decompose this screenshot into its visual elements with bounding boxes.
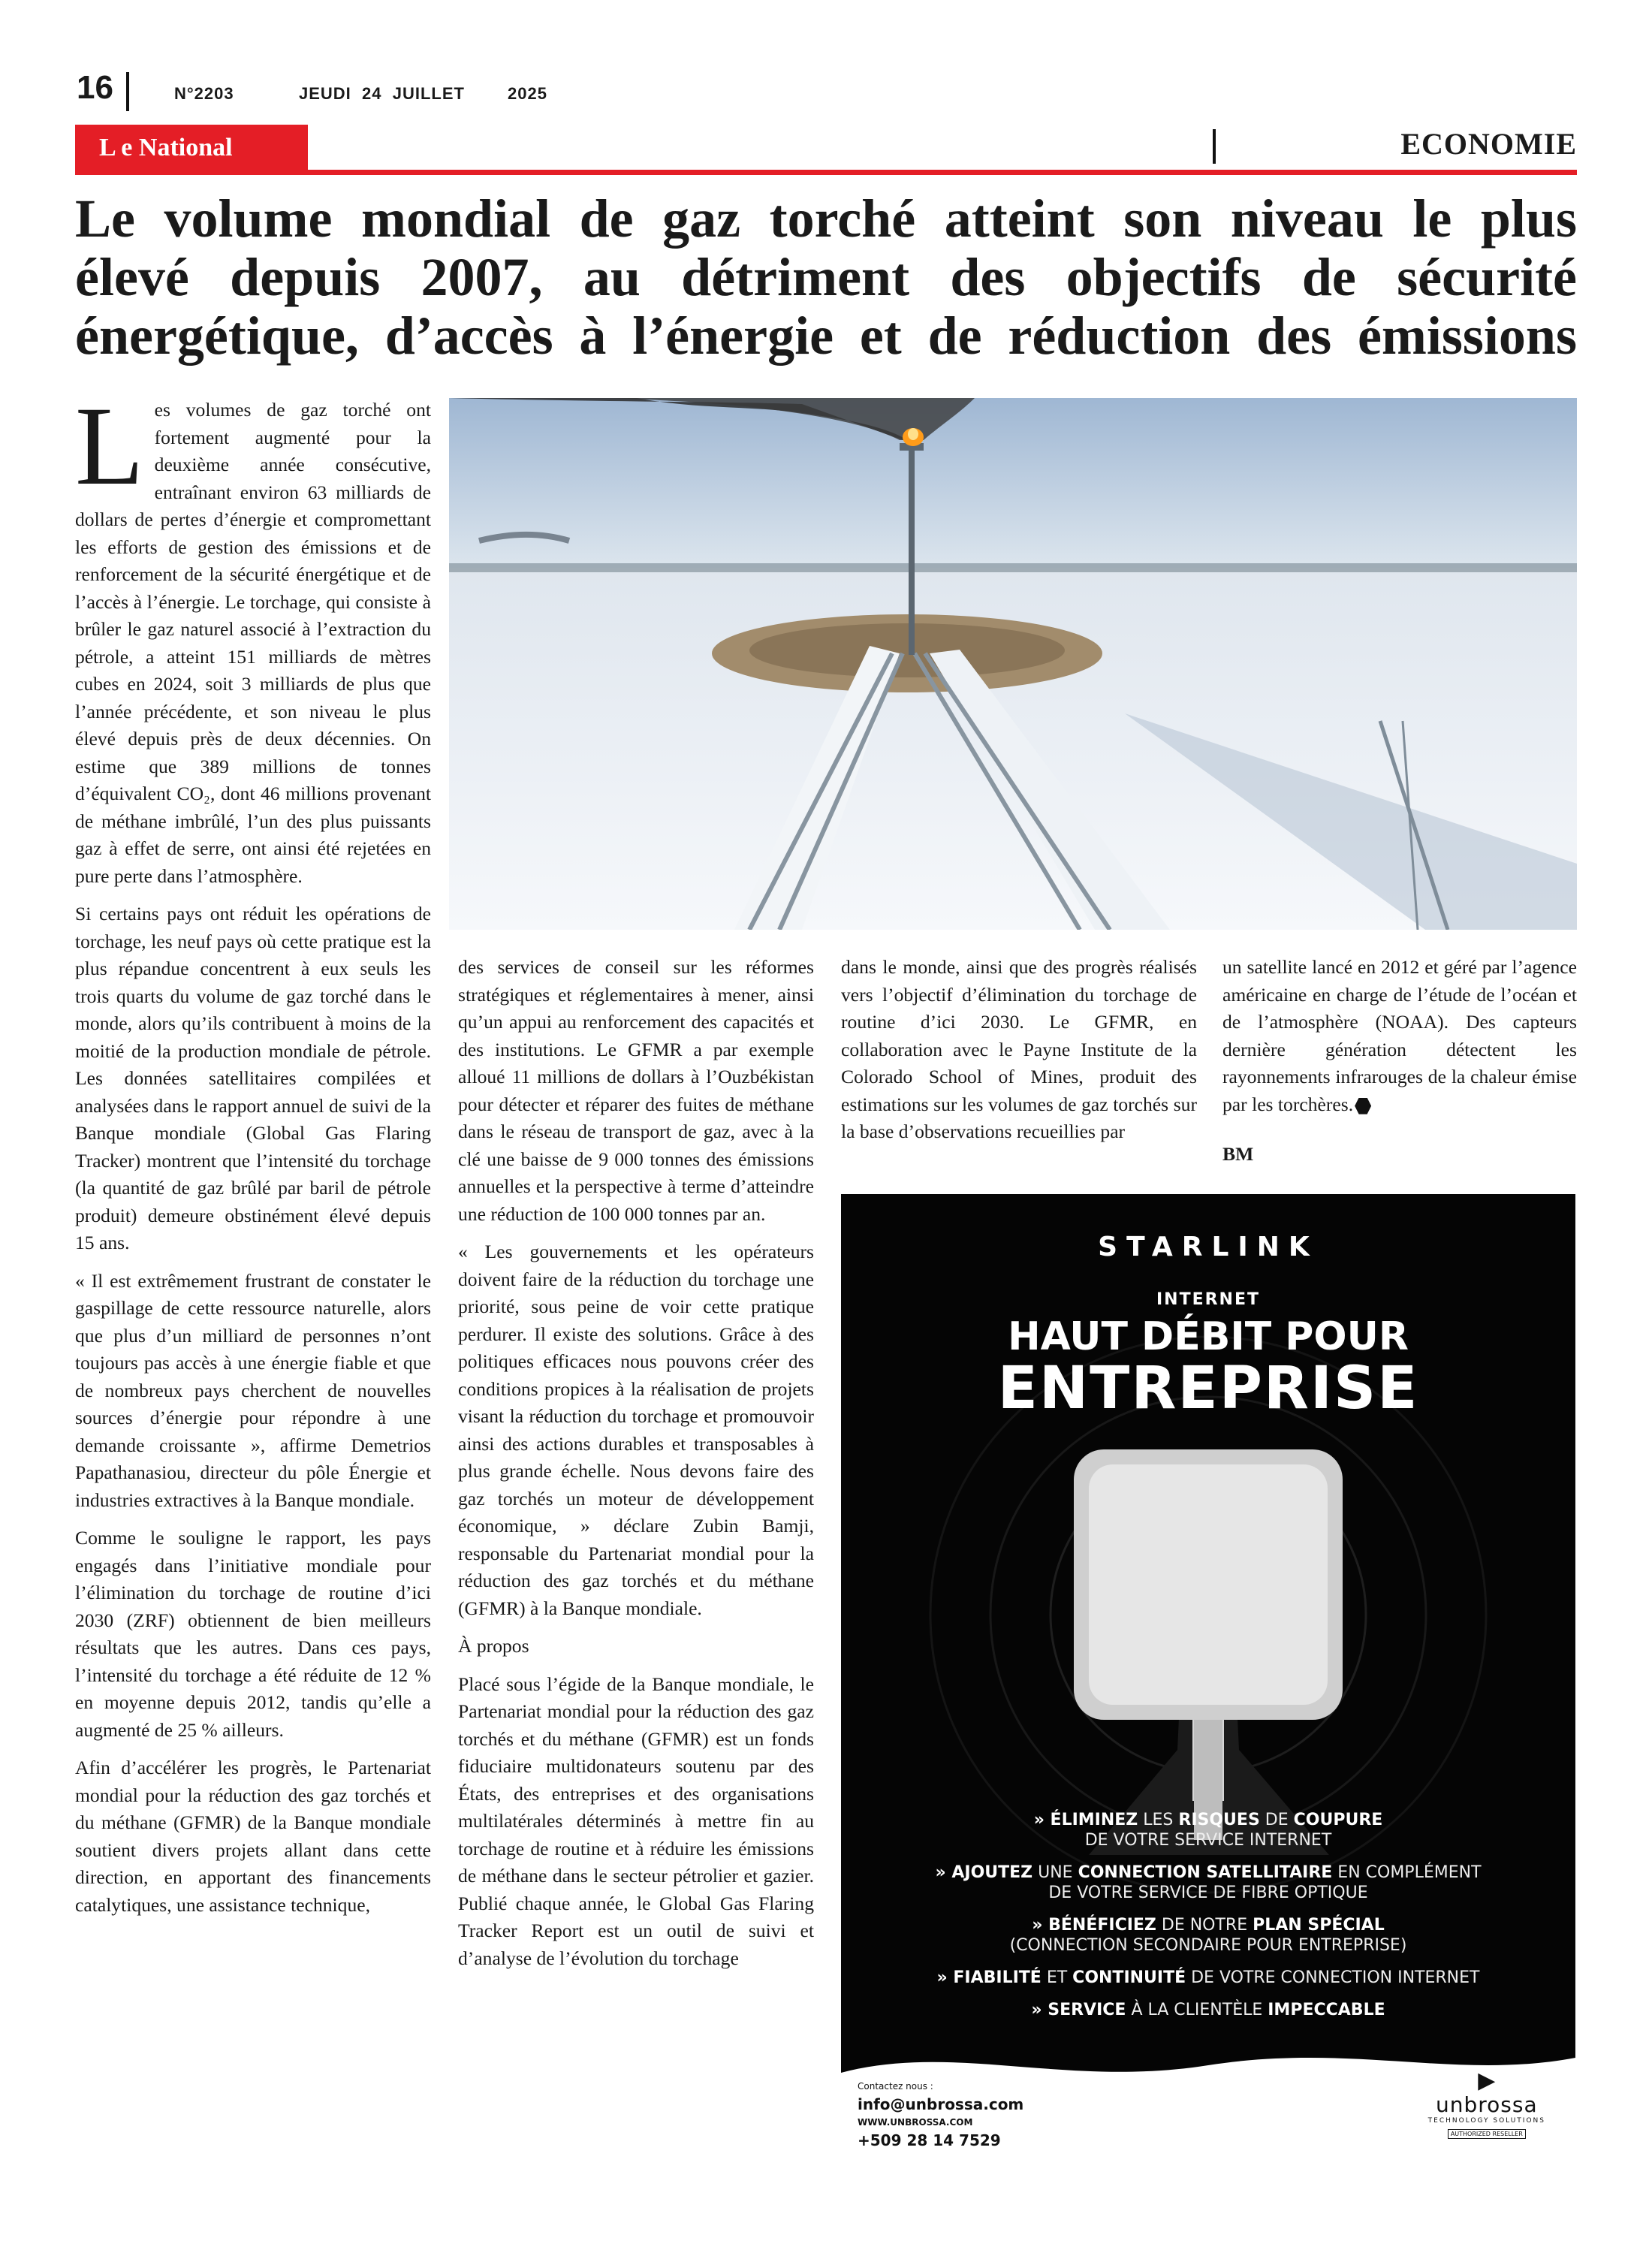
article-paragraph: Afin d’accélérer les progrès, le Partenariat mondial pour la réduction des gaz torchés et du méthane (GFMR) de la Banque mondiale soutient divers projets allant dans cette direction, en apportant des financements catalytiques, une assistance technique,: [75, 1757, 431, 1916]
ad-contact-label: Contactez nous :: [858, 2081, 933, 2092]
article-column-3: [841, 954, 1197, 1157]
ad-headline-2: ENTREPRISE: [997, 1355, 1419, 1422]
gas-flare-photo: [449, 398, 1577, 930]
issue-date: JEUDI 24 JUILLET: [299, 84, 465, 103]
headline-line: élevé depuis 2007, au détriment des objectifs de sécurité: [75, 247, 1577, 307]
article-paragraph: Si certains pays ont réduit les opérations de torchage, les neuf pays où cette pratique est la plus répandue concentrent à eux seuls les trois quarts du volume de gaz torché dans le monde, alors qu’ils contribuent à moins de la moitié de la production mondiale de pétrole. Les données satellitaires compilées et analysées dans le rapport annuel de suivi de la Banque mondiale (Global Gas Flaring Tracker) montrent que l’intensité du torchage (la quantité de gaz brûlé par baril de pétrole produit) demeure obstinément élevé depuis 15 ans.: [75, 903, 431, 1253]
ad-website[interactable]: WWW.UNBROSSA.COM: [858, 2117, 973, 2128]
publication-name: L e National: [99, 134, 233, 161]
article-paragraph: Placé sous l’égide de la Banque mondiale, le Partenariat mondial pour la réduction des gaz torchés et du méthane (GFMR) est un fonds fiduciaire multidonateurs soutenu par des États, des entreprises et des organisations multilatérales déterminés à mettre fin au torchage de routine et à réduire les émissions de méthane dans le secteur pétrolier et gazier. Publié chaque année, le Global Gas Flaring Tracker Report est un outil de suivi et d’analyse de l’évolution du torchage: [458, 1672, 814, 1969]
ad-footer: [841, 2035, 1575, 2163]
ad-contact: [858, 2077, 1023, 2149]
article-paragraph: dans le monde, ainsi que des progrès réalisés vers l’objectif d’élimination du torchage de routine d’ici 2030. Le GFMR, en collaboration avec le Payne Institute de la Colorado School of Mines, produit des estimations sur les volumes de gaz torchés sur la base d’observations recueillies par: [841, 956, 1197, 1142]
article-paragraph: [1222, 954, 1577, 1118]
paragraph-text: un satellite lancé en 2012 et géré par l’agence américaine en charge de l’étude de l’océan et de l’atmosphère (NOAA). Des capteurs dernière génération détectent les rayonnements infrarouges de la chaleur émise par les torchères.: [1222, 956, 1577, 1115]
article-column-1: [75, 384, 431, 1929]
section-subhead: À propos: [458, 1635, 529, 1657]
article-headline: [75, 189, 1577, 365]
ad-phone: +509 28 14 7529: [858, 2131, 1001, 2149]
play-icon: ▶: [1478, 2068, 1496, 2094]
issue-year: 2025: [508, 84, 547, 103]
reseller-badge: AUTHORIZED RESELLER: [1448, 2129, 1526, 2139]
article-paragraph: des services de conseil sur les réformes stratégiques et réglementaires à mener, ainsi qu’un appui au renforcement des capacités et des institutions. Le GFMR a par exemple alloué 11 millions de dollars à l’Ouzbékistan pour détecter et réparer des fuites de méthane dans le réseau de transport de gaz, avec à la clé une baisse de 9 000 tonnes des émissions annuelles et la perspective à terme d’atteindre une réduction de 100 000 tonnes par an.: [458, 956, 814, 1225]
section-divider: [1213, 129, 1216, 164]
ad-benefit-list: [841, 1810, 1575, 2032]
article-paragraph: « Il est extrêmement frustrant de constater le gaspillage de cette ressource naturelle, alors que plus d’un milliard de personnes n’ont toujours pas accès à une énergie fiable et que de nombreux pays cherchent de nouvelles sources d’énergie pour répondre à une demande croissante », affirme Demetrios Papathanasiou, directeur du pôle Énergie et industries extractives à la Banque mondiale.: [75, 1269, 431, 1511]
article-column-4: [1222, 954, 1577, 1179]
header-rule: [75, 170, 1577, 175]
ad-subtitle: INTERNET: [1156, 1290, 1261, 1309]
ad-benefit: » AJOUTEZ UNE CONNECTION SATELLITAIRE EN COMPLÉMENT DE VOTRE SERVICE DE FIBRE OPTIQUE: [935, 1863, 1482, 1902]
article-paragraph: [75, 384, 431, 890]
ad-benefit: » FIABILITÉ ET CONTINUITÉ DE VOTRE CONNECTION INTERNET: [936, 1968, 1480, 1987]
article-signature: BM: [1222, 1143, 1254, 1165]
starlink-advertisement: [841, 1194, 1575, 2163]
article-paragraph: Comme le souligne le rapport, les pays engagés dans l’initiative mondiale pour l’élimination du torchage de routine d’ici 2030 (ZRF) obtiennent de bien meilleurs résultats que les autres. Dans ces pays, l’intensité du torchage a été réduite de 12 % en moyenne depuis 2012, tandis qu’elle a augmenté de 25 % ailleurs.: [75, 1527, 431, 1741]
article-column-2: [458, 954, 814, 1983]
ad-headline-1: HAUT DÉBIT POUR: [1008, 1314, 1409, 1359]
ad-brand: STARLINK: [1098, 1232, 1319, 1262]
ad-benefit: » BÉNÉFICIEZ DE NOTRE PLAN SPÉCIAL (CONNECTION SECONDAIRE POUR ENTREPRISE): [1009, 1916, 1407, 1955]
headline-line: énergétique, d’accès à l’énergie et de réduction des émissions: [75, 306, 1577, 366]
page-number-divider: [126, 72, 129, 111]
drop-cap: L: [75, 384, 144, 508]
ad-email[interactable]: info@unbrossa.com: [858, 2095, 1024, 2113]
unbrossa-logo: [1428, 2070, 1545, 2139]
logo-tagline: TECHNOLOGY SOLUTIONS: [1427, 2117, 1545, 2125]
end-mark-icon: [1355, 1098, 1371, 1114]
article-paragraph: « Les gouvernements et les opérateurs doivent faire de la réduction du torchage une priorité, sous peine de voir cette pratique perdurer. Il existe des solutions. Grâce à des politiques efficaces nous pouvons créer des conditions propices à la réalisation de projets visant la réduction du torchage et promouvoir ainsi des actions durables et transposables à plus grande échelle. Nous devons faire des gaz torchés un moteur de développement économique, » déclare Zubin Bamji, responsable du Partenariat mondial pour la réduction des gaz torchés et du méthane (GFMR) à la Banque mondiale.: [458, 1241, 814, 1619]
ad-benefit: » ÉLIMINEZ LES RISQUES DE COUPURE DE VOTRE SERVICE INTERNET: [1033, 1811, 1383, 1850]
page-number: 16: [77, 69, 113, 106]
ad-benefit: » SERVICE À LA CLIENTÈLE IMPECCABLE: [1031, 2001, 1385, 2019]
headline-line: Le volume mondial de gaz torché atteint son niveau le plus: [75, 189, 1577, 249]
issue-number: N°2203: [174, 84, 234, 103]
paragraph-text: es volumes de gaz torché ont fortement augmenté pour la deuxième année consécutive, entraînant environ 63 milliards de dollars de pertes d’énergie et compromettant les efforts de gestion des émissions et de renforcement de la sécurité énergétique et de l’accès à l’énergie. Le torchage, qui consiste à brûler le gaz naturel associé à l’extraction du pétrole, a atteint 151 milliards de mètres cubes en 2024, soit 3 milliards de plus que l’année précédente, et son niveau le plus élevé depuis près de deux décennies. On estime que 389 millions de tonnes d’équivalent CO₂, dont 46 millions provenant de méthane imbrûlé, l’un des plus puissants gaz à effet de serre, ont ainsi été rejetées en pure perte dans l’atmosphère.: [75, 399, 431, 887]
logo-name: unbrossa: [1436, 2092, 1538, 2117]
section-title: ECONOMIE: [1400, 127, 1577, 161]
